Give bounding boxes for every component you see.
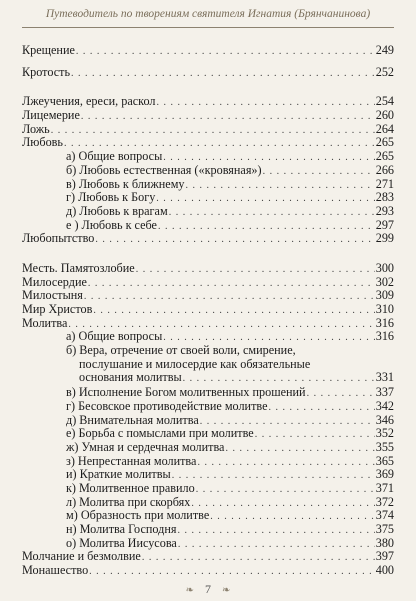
toc-subentry-page: 331 <box>375 370 394 385</box>
toc-leader <box>71 67 375 81</box>
toc-subentry[interactable] <box>66 414 394 428</box>
toc-subentry-page: 372 <box>375 494 394 509</box>
toc-subentry-page: 271 <box>375 176 394 191</box>
toc-subentry[interactable] <box>66 509 394 523</box>
toc-leader <box>84 290 375 304</box>
toc-entry-page: 400 <box>375 563 394 578</box>
toc-entry[interactable] <box>22 44 394 58</box>
toc-entry-label: Молчание и безмолвие <box>22 549 141 564</box>
toc-leader <box>178 538 375 552</box>
toc-entry[interactable] <box>22 109 394 123</box>
toc-entry[interactable] <box>22 289 394 303</box>
toc-entry-label: Милостыня <box>22 288 83 303</box>
toc-leader <box>191 497 374 511</box>
toc-subentry-label: б) Любовь естественная («кровяная») <box>66 162 262 177</box>
toc-entry-label: Лицемерие <box>22 108 80 123</box>
toc-subentry-label: в) Любовь к ближнему <box>66 176 185 191</box>
toc-subentry-page: 374 <box>375 508 394 523</box>
page-number: 7 <box>205 582 211 596</box>
toc-subentry-label: а) Общие вопросы <box>66 149 163 164</box>
toc-entry-page: 300 <box>375 260 394 275</box>
toc-subentry[interactable] <box>66 205 394 219</box>
toc-leader <box>76 45 375 59</box>
toc-leader <box>177 524 374 538</box>
toc-subentry-label: а) Общие вопросы <box>66 329 163 344</box>
toc-entry[interactable] <box>22 95 394 109</box>
toc-leader <box>172 469 375 483</box>
toc-subentry[interactable] <box>66 191 394 205</box>
toc-subentry-page: 265 <box>375 149 394 164</box>
toc-subentry-page: 283 <box>375 190 394 205</box>
toc-entry[interactable] <box>22 550 394 564</box>
toc-group-1 <box>22 44 394 58</box>
toc-subentry-label: г) Любовь к Богу <box>66 190 156 205</box>
toc-entry-page: 299 <box>375 231 394 246</box>
toc-leader <box>158 220 375 234</box>
toc-entry[interactable] <box>22 123 394 137</box>
toc-subentry-page: 380 <box>375 535 394 550</box>
toc-entry-page: 252 <box>375 64 394 79</box>
toc-subentry-label: л) Молитва при скорбях <box>66 494 191 509</box>
toc-entry[interactable] <box>22 303 394 317</box>
toc-subentry-page: 342 <box>375 398 394 413</box>
toc-entry-label: Ложь <box>22 121 50 136</box>
toc-subentry-label: з) Непрестанная молитва <box>66 453 197 468</box>
toc-leader <box>142 551 375 565</box>
toc-subentry-page: 316 <box>375 329 394 344</box>
toc-subentry-page: 369 <box>375 467 394 482</box>
toc-leader <box>136 263 375 277</box>
toc-entry-page: 309 <box>375 288 394 303</box>
toc-subentry-page: 352 <box>375 426 394 441</box>
toc-entry[interactable] <box>22 317 394 331</box>
toc-entry-label: Кротость <box>22 64 71 79</box>
toc-subentry-label: е ) Любовь к себе <box>66 217 157 232</box>
toc-leader <box>89 565 375 579</box>
toc-entry-label: Монашество <box>22 563 89 578</box>
ornament-left-icon: ❧ <box>185 585 194 596</box>
toc-leader <box>88 277 375 291</box>
toc-entry-label: Молитва <box>22 315 68 330</box>
toc-leader <box>156 96 374 110</box>
toc-entry-label: Милосердие <box>22 274 87 289</box>
toc-entry[interactable] <box>22 276 394 290</box>
toc-leader <box>51 124 375 138</box>
toc-leader <box>156 192 374 206</box>
toc-entry[interactable] <box>22 66 394 80</box>
toc-subentry[interactable] <box>66 496 394 510</box>
toc-entry-label: Любопытство <box>22 231 95 246</box>
running-header: Путеводитель по творениям святителя Игнатия (Брянчанинова) <box>45 8 371 20</box>
toc-leader <box>196 483 375 497</box>
toc-entry-label: Месть. Памятозлобие <box>22 260 135 275</box>
toc-subentry-page: 337 <box>375 385 394 400</box>
toc-subentry[interactable] <box>66 523 394 537</box>
toc-entry-page: 264 <box>375 121 394 136</box>
toc-leader <box>255 428 375 442</box>
toc-entry-page: 397 <box>375 549 394 564</box>
toc-subentry-page: 355 <box>375 439 394 454</box>
toc-subentry[interactable] <box>66 219 394 233</box>
toc-entry-page: 310 <box>375 302 394 316</box>
toc-subentry[interactable] <box>66 400 394 414</box>
toc-subentry-page: 266 <box>375 162 394 177</box>
toc-subentry-label-line1: б) Вера, отречение от своей воли, смирение, <box>66 343 296 358</box>
toc-leader <box>93 304 374 318</box>
toc-subentry-page: 371 <box>375 480 394 495</box>
toc-subentry[interactable] <box>66 455 394 469</box>
page-footer <box>0 582 416 597</box>
ornament-right-icon: ❧ <box>222 585 231 596</box>
toc-subentry-label: в) Исполнение Богом молитвенных прошений <box>66 385 306 400</box>
toc-subentry-page: 365 <box>375 453 394 468</box>
toc-subentry-page: 346 <box>375 412 394 427</box>
toc-subentry-label: м) Образность при молитве <box>66 508 210 523</box>
toc-group-3 <box>22 95 394 246</box>
toc-subentry-label: г) Бесовское противодействие молитве <box>66 398 268 413</box>
toc-subentry[interactable] <box>66 537 394 551</box>
toc-leader <box>210 510 374 524</box>
toc-entry-page: 260 <box>375 108 394 123</box>
toc-entry-page: 249 <box>375 43 394 57</box>
toc-subentry-label-line2: послушание и милосердие как обязательные <box>79 356 311 371</box>
toc-subentry-label: ж) Умная и сердечная молитва <box>66 439 225 454</box>
toc-leader <box>197 456 374 470</box>
toc-entry[interactable] <box>22 262 394 276</box>
toc-entry-page: 265 <box>375 135 394 150</box>
toc-entry-page: 302 <box>375 274 394 289</box>
toc-subentry[interactable] <box>66 164 394 178</box>
toc-subentry[interactable] <box>66 468 394 482</box>
toc-subentry[interactable] <box>66 178 394 192</box>
toc-subentry[interactable] <box>66 386 394 400</box>
toc-subentry-page: 297 <box>375 217 394 232</box>
toc-group-2 <box>22 66 394 80</box>
toc-subentry-label: и) Краткие молитвы <box>66 467 171 482</box>
toc-subentry-label: н) Молитва Господня <box>66 522 177 537</box>
toc-leader <box>81 110 375 124</box>
table-of-contents <box>22 44 394 578</box>
toc-subentry-page: 293 <box>375 203 394 218</box>
toc-entry[interactable] <box>22 232 394 246</box>
toc-group-4 <box>22 262 394 578</box>
toc-subentry-label: д) Внимательная молитва <box>66 412 199 427</box>
toc-entry-label: Лжеучения, ереси, раскол <box>22 94 156 109</box>
toc-subentry[interactable] <box>66 330 394 344</box>
toc-subentry[interactable] <box>66 427 394 441</box>
toc-entry[interactable] <box>22 564 394 578</box>
toc-leader <box>95 233 374 247</box>
toc-entry-page: 316 <box>375 315 394 330</box>
toc-subentry-label: о) Молитва Иисусова <box>66 535 177 550</box>
header-rule <box>22 27 394 28</box>
toc-subentry[interactable] <box>66 482 394 496</box>
toc-entry-page: 254 <box>375 94 394 109</box>
toc-subentry-page: 375 <box>375 522 394 537</box>
toc-subentry-label: д) Любовь к врагам <box>66 203 168 218</box>
toc-leader <box>183 372 375 386</box>
toc-leader <box>269 401 375 415</box>
toc-subentry[interactable] <box>66 150 394 164</box>
toc-subentry-label: к) Молитвенное правило <box>66 480 195 495</box>
toc-subentry-label: е) Борьба с помыслами при молитве <box>66 426 254 441</box>
toc-leader <box>307 387 375 401</box>
toc-entry-label: Любовь <box>22 135 63 150</box>
toc-leader <box>225 442 374 456</box>
toc-subentry-multiline[interactable] <box>66 344 394 386</box>
toc-entry-label: Мир Христов <box>22 302 93 316</box>
toc-entry[interactable] <box>22 136 394 150</box>
toc-leader <box>169 206 375 220</box>
toc-entry-label: Крещение <box>22 43 75 57</box>
toc-leader <box>186 179 375 193</box>
toc-leader <box>263 165 375 179</box>
toc-subentry-label-line3: основания молитвы <box>79 370 182 385</box>
toc-subentry[interactable] <box>66 441 394 455</box>
